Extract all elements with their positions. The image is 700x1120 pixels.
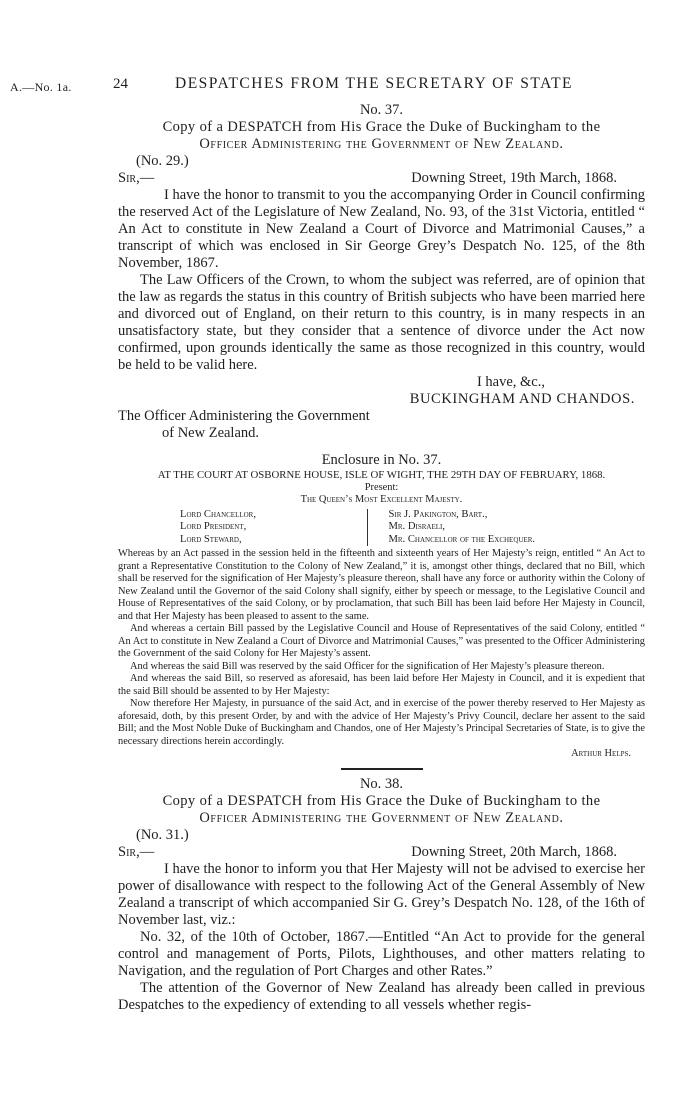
despatch-heading-line-1: Copy of a DESPATCH from His Grace the Duke of Buckingham to the	[162, 792, 601, 809]
closing: I have, &c.,	[476, 374, 545, 390]
council-right-column	[388, 509, 645, 547]
despatch-paragraph: The Law Officers of the Crown, to whom the subject was referred, are of opinion that the law as regards the status in this country of British subjects who have been married here and divorced out of England, on their return to this country, is in many respects in an unsatisfactory state, but they consider that a sentence of divorce under the Act now confirmed, upon grounds identically the same as those recognized in this country, would be held to be valid here.	[118, 272, 645, 373]
despatch-paragraph: I have the honor to transmit to you the accompanying Order in Council confirming the reserved Act of the Legislature of New Zealand, No. 93, of the 31st Victoria, entitled “ An Act to constitute in New Zealand a Court of Divorce and Matrimonial Causes,” a transcript of which was enclosed in Sir George Grey’s Despatch No. 125, of the 8th November, 1867.	[118, 187, 645, 271]
council-member: Sir J. Pakington, Bart.,	[388, 508, 488, 520]
council-member: Lord Steward,	[180, 533, 242, 545]
place-date: Downing Street, 19th March, 1868.	[411, 170, 617, 186]
clerk-signature: Arthur Helps.	[571, 748, 631, 759]
present-line: Present:	[364, 481, 399, 493]
despatch-paragraph: I have the honor to inform you that Her Majesty will not be advised to exercise her power of disallowance with respect to the following Act of the General Assembly of New Zealand a transcript of which accompanied Sir G. Grey’s Despatch No. 128, of the 16th of November last, viz.:	[118, 860, 645, 928]
council-members	[180, 509, 645, 547]
section-rule	[341, 768, 423, 770]
running-title: DESPATCHES FROM THE SECRETARY OF STATE	[175, 75, 574, 92]
despatch-heading-line-2: Officer Administering the Government of New Zealand.	[199, 809, 564, 826]
order-paragraph: Now therefore Her Majesty, in pursuance of the said Act, and in exercise of the power thereby reserved to Her Majesty as aforesaid, doth, by this present Order, by and with the advice of Her Majesty’s Privy Council, declare her assent to the said Bill; and the Most Noble Duke of Buckingham and Chandos, one of Her Majesty’s Principal Secretaries of State, is to give the necessary directions herein accordingly.	[118, 698, 645, 747]
page-header	[0, 72, 700, 94]
salutation: Sir,—	[118, 170, 155, 186]
column-divider	[367, 509, 368, 546]
enclosure-title: Enclosure in No. 37.	[321, 452, 442, 468]
court-line: AT THE COURT AT OSBORNE HOUSE, ISLE OF WIGHT, THE 29TH DAY OF FEBRUARY, 1868.	[157, 469, 606, 481]
order-paragraph: Whereas by an Act passed in the session held in the fifteenth and sixteenth years of Her Majesty’s reign, entitled “ An Act to grant a Representative Constitution to the Colony of New Zealand,” it is, amongst other things, declared that no Bill, which shall be reserved for the signification of Her Majesty’s pleasure thereon, shall have any force or authority within the Colony of New Zealand until the Governor of the said Colony shall signify, either by speech or message, to the Legislative Council and House of Representatives of the said Colony, or by proclamation, that such Bill has been laid before Her Majesty in Council, and that Her Majesty has been pleased to assent to the same.	[118, 548, 645, 622]
page-body	[118, 100, 645, 1014]
despatch-heading-line-1: Copy of a DESPATCH from His Grace the Duke of Buckingham to the	[162, 119, 601, 135]
order-paragraph: And whereas the said Bill, so reserved as aforesaid, has been laid before Her Majesty in Council, and it is expedient that the said Bill should be assented to by Her Majesty:	[118, 673, 645, 697]
order-paragraph: And whereas a certain Bill passed by the Legislative Council and House of Representatives of the said Colony, entitled “ An Act to constitute in New Zealand a Court of Divorce and Matrimonial Causes,” was presented to the Officer Administering the Government of the said Colony for Her Majesty’s assent.	[118, 623, 645, 659]
majesty-line: The Queen’s Most Excellent Majesty.	[300, 494, 463, 505]
place-date: Downing Street, 20th March, 1868.	[411, 843, 617, 860]
paper-reference: A.—No. 1a.	[10, 80, 72, 94]
despatch-37	[118, 102, 645, 442]
despatch-serial: (No. 29.)	[136, 153, 189, 169]
signature: BUCKINGHAM AND CHANDOS.	[409, 391, 635, 407]
despatch-paragraph: No. 32, of the 10th of October, 1867.—Entitled “An Act to provide for the general control and management of Ports, Pilots, Lighthouses, and other matters relating to Navigation, and the regulation of Port Charges and other Rates.”	[118, 928, 645, 979]
page-number: 24	[113, 76, 128, 92]
despatch-heading-line-2: Officer Administering the Government of New Zealand.	[199, 136, 564, 152]
salutation-row	[118, 170, 645, 187]
council-member: Lord Chancellor,	[180, 508, 256, 520]
council-member: Mr. Chancellor of the Exchequer.	[388, 533, 536, 545]
council-member: Lord President,	[180, 521, 247, 532]
addressee-line-2: of New Zealand.	[162, 425, 260, 441]
order-paragraph: And whereas the said Bill was reserved by the said Officer for the signification of Her Majesty’s pleasure thereon.	[130, 660, 605, 672]
council-member: Mr. Disraeli,	[388, 521, 445, 532]
salutation: Sir,—	[118, 843, 155, 860]
council-left-column	[180, 509, 367, 547]
despatch-38	[118, 776, 645, 1014]
despatch-paragraph: The attention of the Governor of New Zealand has already been called in previous Despatches to the expediency of extending to all vessels whether regis-	[118, 979, 645, 1013]
despatch-number: No. 38.	[359, 775, 404, 792]
enclosure	[118, 452, 645, 770]
despatch-serial: (No. 31.)	[136, 826, 189, 843]
addressee-line-1: The Officer Administering the Government	[118, 408, 370, 424]
salutation-row	[118, 844, 645, 861]
despatch-number: No. 37.	[359, 102, 404, 118]
